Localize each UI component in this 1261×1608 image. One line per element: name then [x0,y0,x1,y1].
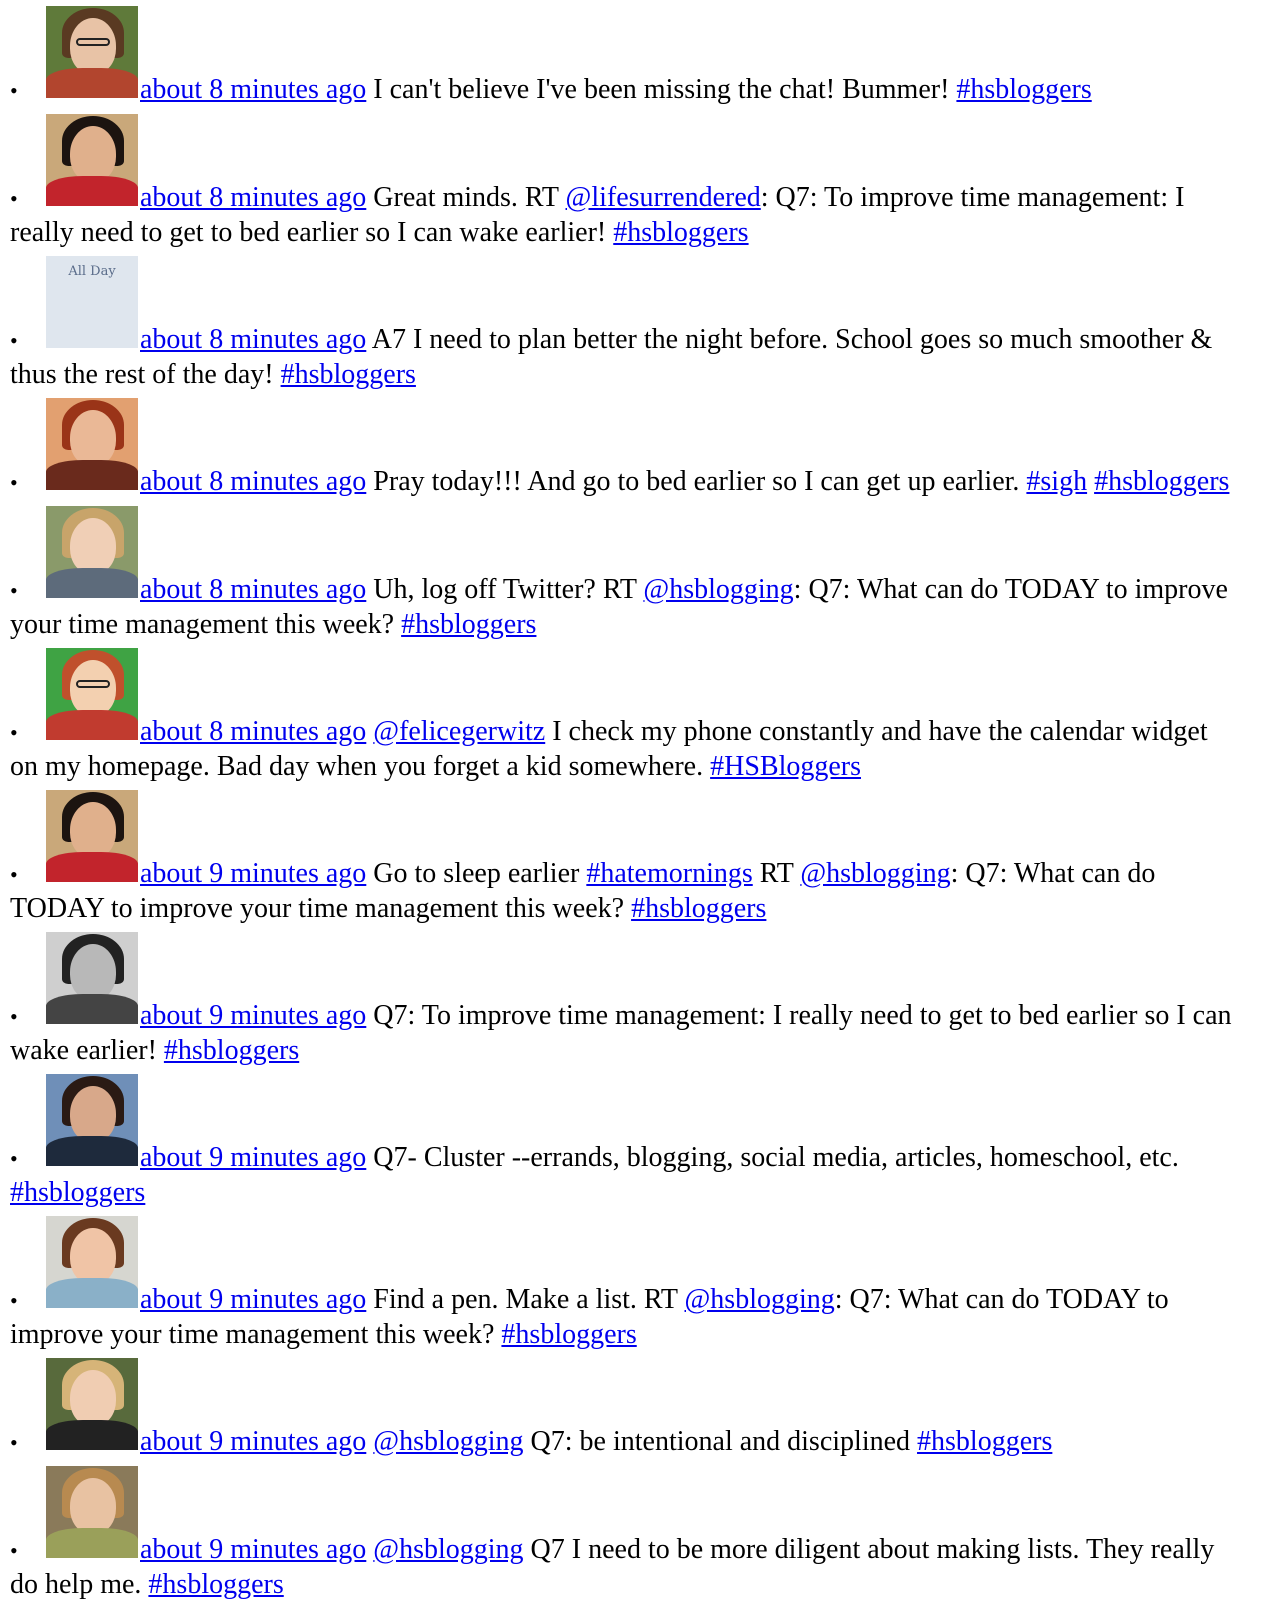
bullet-icon: • [10,186,18,211]
tweet-item [10,648,1240,784]
tweet-text: RT [752,858,801,889]
mention-link[interactable]: @hsblogging [643,574,794,605]
tweet-text: I check my phone constantly and have the calendar widget on my homepage. Bad day when you forget a kid somewhere. [10,716,1208,782]
bullet-icon: • [10,1146,18,1171]
mention-link[interactable]: @hsblogging [373,1426,524,1457]
avatar-woman-red-hair[interactable] [46,398,138,490]
avatar-woman-smiling[interactable] [46,1216,138,1308]
tweet-text: : Q7: What can do TODAY to improve your time management this week? [10,574,1228,640]
tweet-text: I can't believe I've been missing the chat! Bummer! [366,74,957,105]
hashtag-link[interactable]: #hatemornings [586,858,753,889]
timestamp-link[interactable]: about 8 minutes ago [140,324,367,355]
avatar-woman-glasses-green[interactable] [46,6,138,98]
hashtag-link[interactable]: #hsbloggers [1094,466,1230,497]
tweet-text: Q7: be intentional and disciplined [523,1426,918,1457]
timestamp-link[interactable]: about 9 minutes ago [140,1534,367,1565]
hashtag-link[interactable]: #hsbloggers [148,1569,284,1600]
timestamp-link[interactable]: about 8 minutes ago [140,74,367,105]
mention-link[interactable]: @lifesurrendered [565,182,761,213]
tweet-text: Q7- Cluster --errands, blogging, social media, articles, homeschool, etc. [366,1142,1179,1173]
tweet-item [10,6,1240,108]
timestamp-link[interactable]: about 9 minutes ago [140,858,367,889]
hashtag-link[interactable]: #hsbloggers [631,893,767,924]
bullet-icon: • [10,1288,18,1313]
hashtag-link[interactable]: #hsbloggers [401,609,537,640]
timestamp-link[interactable]: about 9 minutes ago [140,1000,367,1031]
hashtag-link[interactable]: #hsbloggers [501,1319,637,1350]
timestamp-link[interactable]: about 8 minutes ago [140,466,367,497]
tweet-text: Q7 I need to be more diligent about making lists. They really do help me. [10,1534,1215,1600]
avatar-woman-light-hair[interactable] [46,1466,138,1558]
tweet-text: Find a pen. Make a list. RT [366,1284,685,1315]
tweet-text: Great minds. RT [366,182,566,213]
mention-link[interactable]: @hsblogging [373,1534,524,1565]
bullet-icon: • [10,1538,18,1563]
tweet-text: : Q7: What can do TODAY to improve your time management this week? [10,858,1156,924]
timestamp-link[interactable]: about 8 minutes ago [140,574,367,605]
avatar-woman-blonde[interactable] [46,506,138,598]
tweet-item [10,398,1240,500]
tweet-text: Uh, log off Twitter? RT [366,574,644,605]
tweet-item [10,1466,1240,1602]
mention-link[interactable]: @hsblogging [684,1284,835,1315]
tweet-text: Pray today!!! And go to bed earlier so I can get up earlier. [366,466,1027,497]
tweet-item [10,256,1240,392]
avatar-woman-brunette-blue[interactable] [46,1074,138,1166]
mention-link[interactable]: @hsblogging [800,858,951,889]
tweet-text: A7 I need to plan better the night before. School goes so much smoother & thus the rest of the day! [10,324,1213,390]
hashtag-link[interactable]: #HSBloggers [710,751,861,782]
hashtag-link[interactable]: #hsbloggers [163,1035,300,1066]
avatar-woman-dark-hair[interactable] [46,790,138,882]
tweet-text: : Q7: What can do TODAY to improve your time management this week? [10,1284,1169,1350]
avatar-woman-blonde-outdoor[interactable] [46,1358,138,1450]
timestamp-link[interactable]: about 9 minutes ago [140,1426,367,1457]
timestamp-link[interactable]: about 8 minutes ago [140,182,367,213]
tweet-text: Q7: To improve time management: I really need to get to bed earlier so I can wake earlier! [10,1000,1232,1066]
bullet-icon: • [10,1430,18,1455]
hashtag-link[interactable]: #hsbloggers [917,1426,1053,1457]
bullet-icon: • [10,862,18,887]
bullet-icon: • [10,578,18,603]
hashtag-link[interactable]: #hsbloggers [956,74,1092,105]
bullet-icon: • [10,720,18,745]
bullet-icon: • [10,328,18,353]
timestamp-link[interactable]: about 8 minutes ago [140,716,367,747]
hashtag-link[interactable]: #hsbloggers [613,217,749,248]
hashtag-link[interactable]: #hsbloggers [10,1177,146,1208]
hashtag-link[interactable]: #sigh [1026,466,1088,497]
timestamp-link[interactable]: about 9 minutes ago [140,1284,367,1315]
tweet-item [10,1074,1240,1210]
tweet-text: : Q7: To improve time management: I really need to get to bed earlier so I can wake earlier! [10,182,1185,248]
tweet-item [10,114,1240,250]
avatar-woman-dark-hair[interactable] [46,114,138,206]
hashtag-link[interactable]: #hsbloggers [280,359,416,390]
tweet-text: Go to sleep earlier [366,858,587,889]
avatar-cartoon-redhead[interactable] [46,648,138,740]
bullet-icon: • [10,1004,18,1029]
timestamp-link[interactable]: about 9 minutes ago [140,1142,367,1173]
mention-link[interactable]: @felicegerwitz [373,716,546,747]
avatar-logo-all-day[interactable] [46,256,138,348]
tweet-item [10,790,1240,926]
tweet-item [10,1216,1240,1352]
tweet-item [10,1358,1240,1460]
avatar-woman-bw[interactable] [46,932,138,1024]
bullet-icon: • [10,470,18,495]
tweet-item [10,506,1240,642]
bullet-icon: • [10,78,18,103]
logo-lettering: All Day [68,264,116,279]
tweet-item [10,932,1240,1068]
